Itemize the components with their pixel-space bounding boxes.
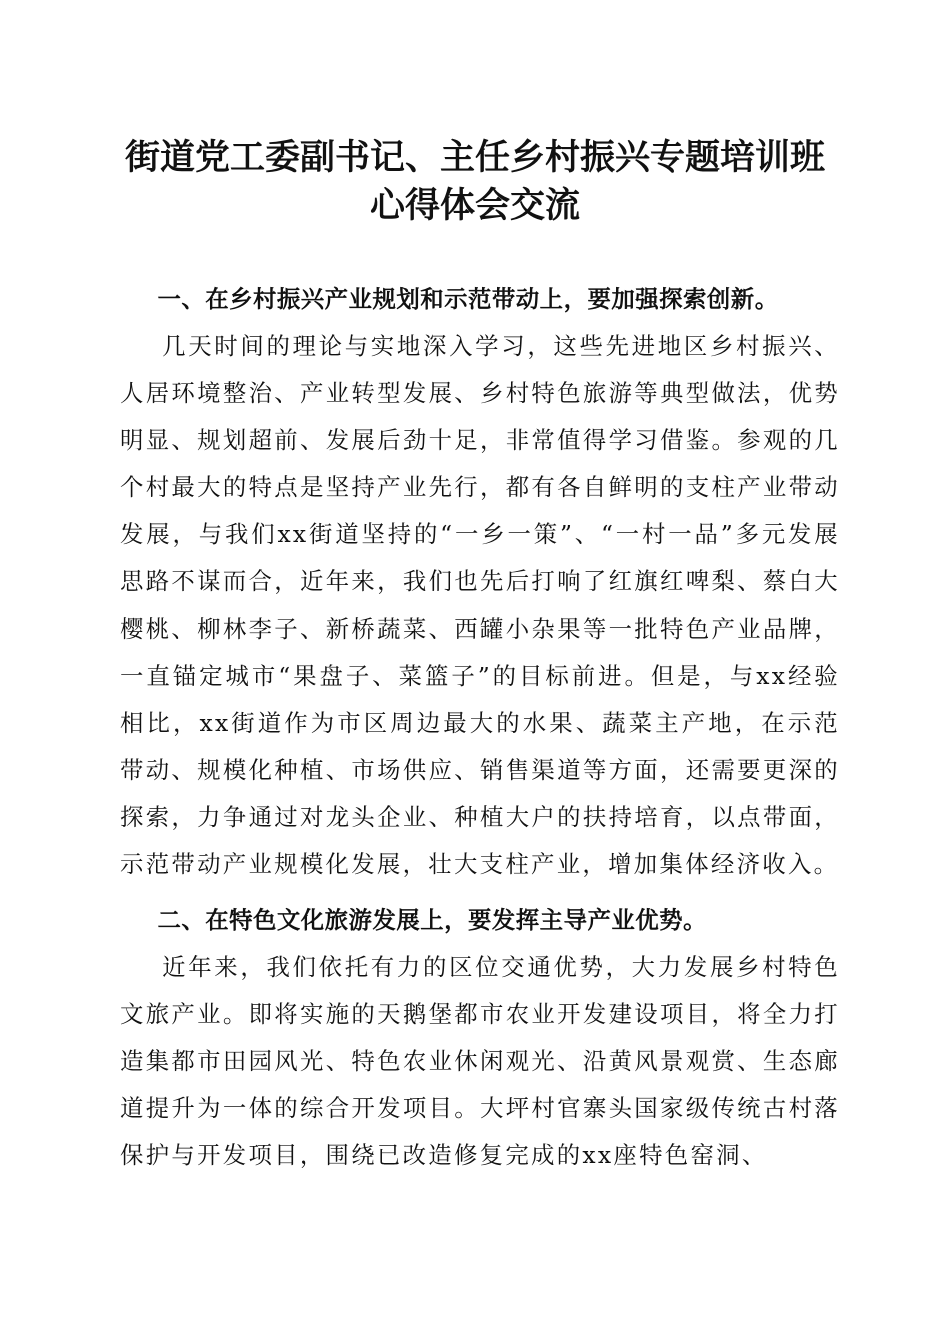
document-title-line-2: 心得体会交流 [369,185,580,226]
section-1-heading: 一、在乡村振兴产业规划和示范带动上，要加强探索创新。 [157,285,779,313]
section-2-paragraph: 近年来，我们依托有力的区位交通优势，大力发展乡村特色文旅产业。即将实施的天鹅堡都市农业开发建设项目，将全力打造集都市田园风光、特色农业休闲观光、沿黄风景观赏、生态廊道提升为一体的综合开发项目。大坪村官寨头国家级传统古村落保护与开发项目，围绕已改造修复完成的xx座特色窑洞、 [120,953,840,1170]
section-1-paragraph: 几天时间的理论与实地深入学习，这些先进地区乡村振兴、人居环境整治、产业转型发展、乡村特色旅游等典型做法，优势明显、规划超前、发展后劲十足，非常值得学习借鉴。参观的几个村最大的特点是坚持产业先行，都有各自鲜明的支柱产业带动发展，与我们xx街道坚持的“一乡一策”、“一村一品”多元发展思路不谋而合，近年来，我们也先后打响了红旗红啤梨、蔡白大樱桃、柳林李子、新桥蔬菜、西罐小杂果等一批特色产业品牌，一直锚定城市“果盘子、菜篮子”的目标前进。但是，与xx经验相比，xx街道作为市区周边最大的水果、蔬菜主产地，在示范带动、规模化种植、市场供应、销售渠道等方面，还需要更深的探索，力争通过对龙头企业、种植大户的扶持培育，以点带面，示范带动产业规模化发展，壮大支柱产业，增加集体经济收入。 [120,332,840,879]
section-2-heading: 二、在特色文化旅游发展上，要发挥主导产业优势。 [157,906,707,934]
document-title-line-1: 街道党工委副书记、主任乡村振兴专题培训班 [124,137,825,178]
